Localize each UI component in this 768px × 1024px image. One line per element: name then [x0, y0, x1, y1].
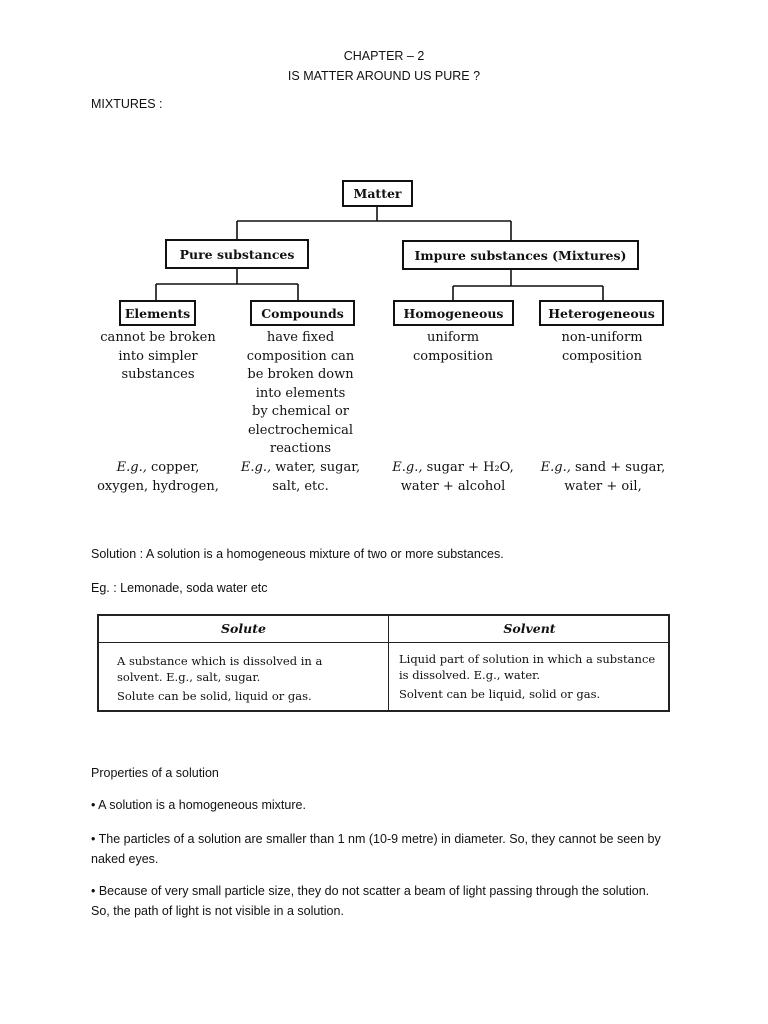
- desc-line: electrochemical: [247, 422, 354, 438]
- solvent-cell: [399, 651, 670, 702]
- header-solvent: Solvent: [503, 621, 556, 636]
- desc-line: be broken down: [247, 367, 354, 382]
- chapter-number: CHAPTER – 2: [343, 49, 425, 63]
- header-solute: Solute: [221, 621, 266, 636]
- eg-text: sand + sugar,: [570, 460, 666, 475]
- desc-line: composition: [562, 348, 642, 364]
- eg-text: copper,: [146, 460, 200, 475]
- desc-line: by chemical or: [252, 404, 349, 419]
- solution-definition: Solution : A solution is a homogeneous mixture of two or more substances.: [91, 547, 504, 561]
- cell-line: solvent. E.g., salt, sugar.: [117, 670, 261, 684]
- properties-heading: Properties of a solution: [91, 766, 219, 780]
- elements-description: [83, 329, 233, 385]
- desc-line: reactions: [269, 441, 332, 456]
- section-label-mixtures: MIXTURES :: [91, 97, 163, 111]
- node-impure-substances: Impure substances (Mixtures): [402, 240, 639, 270]
- eg-prefix: E.g.,: [116, 460, 147, 475]
- node-matter: Matter: [342, 180, 413, 207]
- desc-line: into elements: [255, 385, 346, 401]
- desc-line: composition: [413, 348, 493, 364]
- solute-cell: [117, 653, 385, 704]
- desc-line: non-uniform: [561, 330, 643, 345]
- node-elements: Elements: [119, 300, 196, 326]
- solute-solvent-table: [97, 614, 670, 712]
- eg-text: water, sugar,: [271, 460, 361, 475]
- cell-line: Solute can be solid, liquid or gas.: [117, 689, 312, 703]
- node-homogeneous: Homogeneous: [393, 300, 514, 326]
- desc-line: composition can: [246, 348, 355, 364]
- solution-examples: Eg. : Lemonade, soda water etc: [91, 581, 268, 595]
- property-bullet-3: • Because of very small particle size, they do not scatter a beam of light passing through the solution. So, the path of light is not visible in a solution.: [91, 884, 650, 918]
- property-bullet-1: • A solution is a homogeneous mixture.: [91, 798, 306, 812]
- cell-line: Solvent can be liquid, solid or gas.: [399, 687, 601, 701]
- desc-line: into simpler: [118, 348, 198, 364]
- heterogeneous-description: [532, 329, 672, 366]
- table-header-divider: [99, 642, 668, 643]
- homogeneous-example: [380, 458, 526, 496]
- node-heterogeneous: Heterogeneous: [539, 300, 664, 326]
- desc-line: substances: [121, 367, 195, 382]
- cell-line: Liquid part of solution in which a substance: [399, 652, 656, 666]
- property-bullet-2: • The particles of a solution are smaller than 1 nm (10-9 metre) in diameter. So, they cannot be seen by naked eyes.: [91, 832, 661, 866]
- cell-line: is dissolved. E.g., water.: [399, 668, 541, 682]
- elements-example: [83, 458, 233, 496]
- eg-text: salt, etc.: [272, 479, 329, 494]
- diagram-connectors: [0, 0, 768, 340]
- heterogeneous-example: [530, 458, 676, 496]
- node-compounds: Compounds: [250, 300, 355, 326]
- compounds-example: [228, 458, 373, 496]
- eg-prefix: E.g.,: [240, 460, 272, 475]
- chapter-title: IS MATTER AROUND US PURE ?: [287, 69, 481, 83]
- desc-line: uniform: [426, 330, 480, 345]
- eg-text: water + alcohol: [400, 479, 506, 494]
- homogeneous-description: [385, 329, 521, 366]
- node-pure-substances: Pure substances: [165, 239, 309, 269]
- desc-line: have fixed: [266, 330, 335, 345]
- eg-prefix: E.g.,: [540, 460, 571, 475]
- desc-line: cannot be broken: [100, 330, 216, 345]
- compounds-description: [228, 329, 373, 459]
- eg-text: oxygen, hydrogen,: [97, 479, 219, 494]
- cell-line: A substance which is dissolved in a: [117, 654, 323, 668]
- eg-prefix: E.g.,: [392, 460, 423, 475]
- eg-text: sugar + H₂O,: [422, 460, 514, 475]
- eg-text: water + oil,: [564, 479, 642, 494]
